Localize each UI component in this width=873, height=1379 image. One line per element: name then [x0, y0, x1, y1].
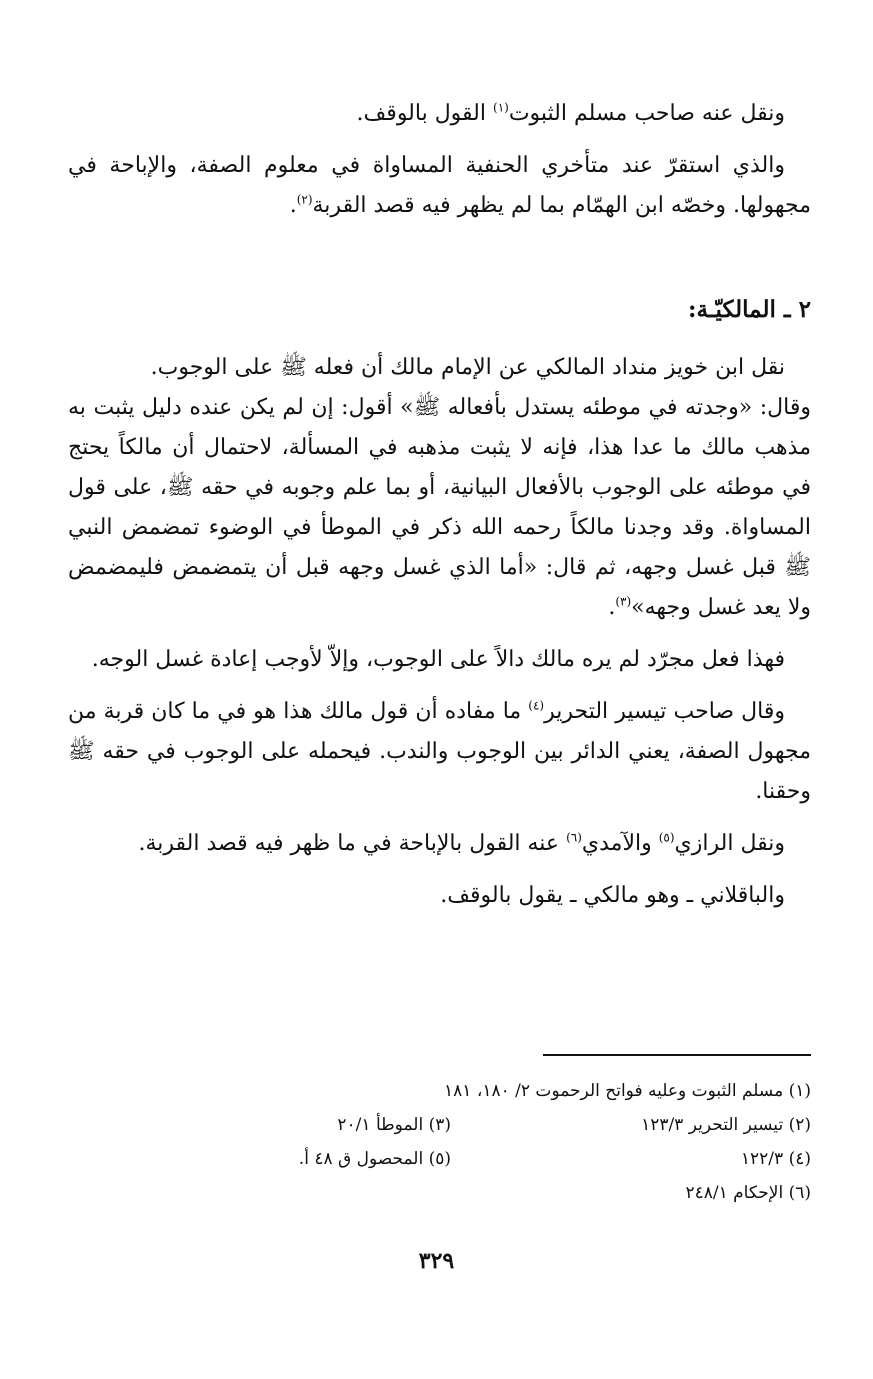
page-number: ٣٢٩ [418, 1248, 455, 1274]
footnote-ref: (٣) [615, 594, 632, 609]
paragraph-8: والباقلاني ـ وهو مالكي ـ يقول بالوقف. [440, 883, 785, 908]
footnote-row [110, 1176, 811, 1210]
paragraph-text: ونقل الرازي [674, 831, 785, 856]
section-heading: ٢ ـ المالكيّـة: [687, 296, 811, 323]
paragraph-text: والذي استقرّ عند متأخري الحنفية المساواة في معلوم الصفة، والإباحة في مجهولها. وخصّه ابن الهمّام بما لم يظهر فيه قصد القربة [68, 153, 811, 218]
paragraph-text: وقال صاحب تيسير التحرير [544, 699, 785, 724]
footnote-6: (٦) الإحكام ٢٤٨/١ [685, 1183, 811, 1203]
paragraph-5: فهذا فعل مجرّد لم يره مالك دالاً على الوجوب، وإلاّ لأوجب إعادة غسل الوجه. [91, 647, 785, 672]
footnote-ref: (٤) [528, 698, 545, 713]
footnote-4: (٤) ١٢٢/٣ [740, 1149, 811, 1169]
paragraph-7 [68, 824, 811, 864]
paragraph-text: والآمدي [581, 831, 659, 856]
footnote-3: (٣) الموطأ ٢٠/١ [337, 1115, 451, 1135]
paragraph-6 [68, 692, 811, 812]
footnote-5: (٥) المحصول ق ٤٨ أ. [298, 1149, 451, 1169]
paragraph-3: نقل ابن خويز منداد المالكي عن الإمام مالك أن فعله ﷺ على الوجوب. [150, 355, 785, 380]
paragraph-text: ما مفاده أن قول مالك هذا هو في ما كان قربة من مجهول الصفة، يعني الدائر بين الوجوب والندب. فيحمله على الوجوب في حقه ﷺ وحقنا. [68, 699, 811, 804]
paragraph-text: ونقل عنه صاحب مسلم الثبوت [508, 101, 785, 126]
footnote-row [110, 1108, 811, 1142]
footnote-row [110, 1142, 811, 1176]
footnote-row [110, 1074, 811, 1108]
paragraph-text: وقال: «وجدته في موطئه يستدل بأفعاله ﷺ» أقول: إن لم يكن عنده دليل يثبت به مذهب مالك ما عدا هذا، فإنه لا يثبت مذهبه في المسألة، لاحتمال أن مالكاً يحتج في موطئه على الوجوب بالأفعال البيانية، أو بما علم وجوبه في حقه ﷺ، على قول المساواة. وقد وجدنا مالكاً رحمه الله ذكر في الموطأ في الوضوء تمضمض النبي ﷺ قبل غسل وجهه، ثم قال: «أما الذي غسل وجهه قبل أن يتمضمض فليمضمض ولا يعد غسل وجهه» [68, 395, 811, 620]
footnote-ref: (١) [493, 100, 509, 115]
footnote-2: (٢) تيسير التحرير ١٢٣/٣ [641, 1115, 811, 1135]
paragraph-text: القول بالوقف. [356, 101, 493, 126]
paragraph-1 [68, 94, 811, 134]
footnotes [110, 1074, 811, 1210]
main-text [68, 94, 811, 928]
footnote-ref: (٥) [658, 830, 675, 845]
paragraph-text: عنه القول بالإباحة في ما ظهر فيه قصد القربة. [138, 831, 567, 856]
paragraph-text: . [608, 595, 616, 620]
footnote-divider [543, 1054, 811, 1056]
paragraph-2 [68, 146, 811, 226]
footnote-ref: (٢) [296, 192, 313, 207]
footnote-1: (١) مسلم الثبوت وعليه فواتح الرحموت ٢/ ١٨٠، ١٨١ [444, 1081, 811, 1101]
footnote-ref: (٦) [566, 830, 582, 845]
paragraph-4 [68, 388, 811, 628]
paragraph-text: . [289, 193, 297, 218]
